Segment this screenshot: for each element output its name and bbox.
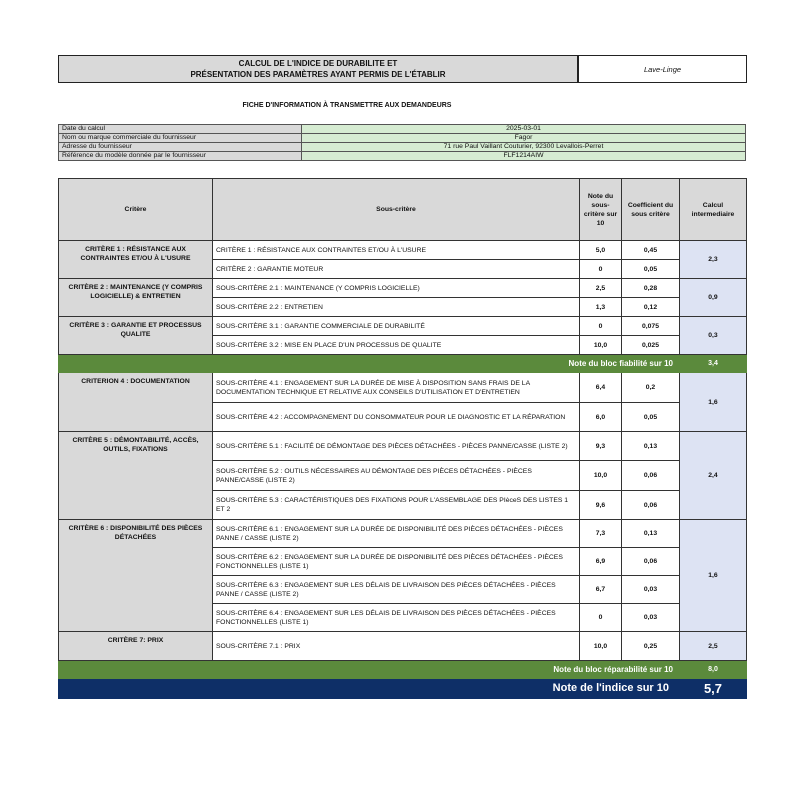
table-row xyxy=(59,317,747,336)
sub-criterion-coef: 0,12 xyxy=(622,298,680,317)
sub-criterion-coef: 0,45 xyxy=(622,241,680,260)
sub-criterion-note: 0 xyxy=(580,317,622,336)
bloc-fiabilite-label: Note du bloc fiabilité sur 10 xyxy=(59,355,680,373)
title-line-1: CALCUL DE L'INDICE DE DURABILITE ET xyxy=(238,59,398,68)
sub-criterion-label: SOUS-CRITÈRE 2.2 : ENTRETIEN xyxy=(213,298,580,317)
criterion-label: CRITÈRE 1 : RÉSISTANCE AUX CONTRAINTES ET/OU À L'USURE xyxy=(59,241,213,279)
bloc-reparabilite-value: 8,0 xyxy=(680,661,747,679)
info-row xyxy=(59,125,746,134)
sub-criterion-note: 0 xyxy=(580,260,622,279)
sub-criterion-coef: 0,28 xyxy=(622,279,680,298)
table-row xyxy=(59,432,747,461)
sub-criterion-label: SOUS-CRITÈRE 4.2 : ACCOMPAGNEMENT DU CONSOMMATEUR POUR LE DIAGNOSTIC ET LA RÉPARATION xyxy=(213,403,580,432)
info-label: Référence du modèle donnée par le fournisseur xyxy=(59,152,302,161)
sub-criterion-label: SOUS-CRITÈRE 6.3 : ENGAGEMENT SUR LES DÉLAIS DE LIVRAISON DES PIÈCES DÉTACHÉES - PIÈCES PANNE / CASSE (LISTE 2) xyxy=(213,576,580,604)
sub-criterion-coef: 0,05 xyxy=(622,403,680,432)
column-header-coef: Coefficient du sous critère xyxy=(622,179,680,241)
title-line-2: PRÉSENTATION DES PARAMÈTRES AYANT PERMIS DE L'ÉTABLIR xyxy=(190,70,446,79)
criterion-label: CRITÈRE 5 : DÉMONTABILITÉ, ACCÈS, OUTILS, FIXATIONS xyxy=(59,432,213,520)
sub-criterion-coef: 0,25 xyxy=(622,632,680,661)
sub-criterion-note: 9,6 xyxy=(580,491,622,520)
supplier-info-table xyxy=(58,124,746,161)
durability-index-table xyxy=(58,178,747,699)
table-header-row xyxy=(59,179,747,241)
sub-criterion-note: 7,3 xyxy=(580,520,622,548)
info-row xyxy=(59,152,746,161)
sub-criterion-label: SOUS-CRITÈRE 5.3 : CARACTÉRISTIQUES DES FIXATIONS POUR L'ASSEMBLAGE DES PIèceS DES LISTES 1 ET 2 xyxy=(213,491,580,520)
sub-criterion-label: SOUS-CRITÈRE 2.1 : MAINTENANCE (Y COMPRIS LOGICIELLE) xyxy=(213,279,580,298)
document-title xyxy=(58,55,578,83)
sub-criterion-note: 5,0 xyxy=(580,241,622,260)
product-type: Lave-Linge xyxy=(578,55,747,83)
sub-criterion-coef: 0,2 xyxy=(622,373,680,403)
sub-criterion-label: SOUS-CRITÈRE 7.1 : PRIX xyxy=(213,632,580,661)
criterion-label: CRITÈRE 6 : DISPONIBILITÉ DES PIÈCES DÉTACHÉES xyxy=(59,520,213,632)
table-row xyxy=(59,373,747,403)
sub-criterion-coef: 0,03 xyxy=(622,576,680,604)
column-header-calc: Calcul intermediaire xyxy=(680,179,747,241)
sub-criterion-note: 6,9 xyxy=(580,548,622,576)
column-header-note: Note du sous-critère sur 10 xyxy=(580,179,622,241)
sub-criterion-coef: 0,13 xyxy=(622,432,680,461)
table-row xyxy=(59,279,747,298)
sub-criterion-note: 6,0 xyxy=(580,403,622,432)
intermediate-calc: 1,6 xyxy=(680,373,747,432)
bloc-fiabilite-value: 3,4 xyxy=(680,355,747,373)
final-index-row xyxy=(59,679,747,699)
info-row xyxy=(59,134,746,143)
sub-criterion-note: 9,3 xyxy=(580,432,622,461)
final-index-value: 5,7 xyxy=(680,679,747,699)
intermediate-calc: 1,6 xyxy=(680,520,747,632)
sub-criterion-label: SOUS-CRITÈRE 6.4 : ENGAGEMENT SUR LES DÉLAIS DE LIVRAISON DES PIÈCES DÉTACHÉES - PIÈCES FONCTIONNELLES (LISTE 1) xyxy=(213,604,580,632)
criterion-label: CRITÈRE 3 : GARANTIE ET PROCESSUS QUALITE xyxy=(59,317,213,355)
sub-criterion-coef: 0,075 xyxy=(622,317,680,336)
sub-criterion-label: CRITÈRE 1 : RÉSISTANCE AUX CONTRAINTES ET/OU À L'USURE xyxy=(213,241,580,260)
table-row xyxy=(59,632,747,661)
intermediate-calc: 0,3 xyxy=(680,317,747,355)
sub-criterion-label: SOUS-CRITÈRE 5.2 : OUTILS NÉCESSAIRES AU DÉMONTAGE DES PIÈCES DÉTACHÉES - PIÈCES PANNE/CASSE (LISTE 2) xyxy=(213,461,580,491)
final-index-label: Note de l'indice sur 10 xyxy=(59,679,680,699)
sub-criterion-label: SOUS-CRITÈRE 4.1 : ENGAGEMENT SUR LA DURÉE DE MISE À DISPOSITION SANS FRAIS DE LA DOCUMENTATION TECHNIQUE ET RELATIVE AUX CONSEILS D'UTILISATION ET D'ENTRETIEN xyxy=(213,373,580,403)
sub-criterion-coef: 0,025 xyxy=(622,336,680,355)
sub-criterion-coef: 0,06 xyxy=(622,491,680,520)
sub-criterion-coef: 0,05 xyxy=(622,260,680,279)
fiche-heading: FICHE D'INFORMATION À TRANSMETTRE AUX DEMANDEURS xyxy=(242,102,452,109)
sub-criterion-label: SOUS-CRITÈRE 6.2 : ENGAGEMENT SUR LA DURÉE DE DISPONIBILITÉ DES PIÈCES DÉTACHÉES - PIÈCES FONCTIONNELLES (LISTE 1) xyxy=(213,548,580,576)
sub-criterion-note: 0 xyxy=(580,604,622,632)
sub-criterion-coef: 0,13 xyxy=(622,520,680,548)
intermediate-calc: 2,4 xyxy=(680,432,747,520)
intermediate-calc: 2,3 xyxy=(680,241,747,279)
info-value: 71 rue Paul Vaillant Couturier, 92300 Levallois-Perret xyxy=(302,143,746,152)
sub-criterion-note: 6,7 xyxy=(580,576,622,604)
info-value: FLF1214AIW xyxy=(302,152,746,161)
sub-criterion-note: 10,0 xyxy=(580,461,622,491)
column-header-sous-critere: Sous-critère xyxy=(213,179,580,241)
criterion-label: CRITERION 4 : DOCUMENTATION xyxy=(59,373,213,432)
info-row xyxy=(59,143,746,152)
info-value: 2025-03-01 xyxy=(302,125,746,134)
bloc-reparabilite-label: Note du bloc réparabilité sur 10 xyxy=(59,661,680,679)
info-label: Nom ou marque commerciale du fournisseur xyxy=(59,134,302,143)
info-label: Date du calcul xyxy=(59,125,302,134)
column-header-critere: Critère xyxy=(59,179,213,241)
sub-criterion-coef: 0,06 xyxy=(622,548,680,576)
table-row xyxy=(59,520,747,548)
info-label: Adresse du fournisseur xyxy=(59,143,302,152)
sub-criterion-note: 10,0 xyxy=(580,632,622,661)
table-row xyxy=(59,241,747,260)
sub-criterion-note: 10,0 xyxy=(580,336,622,355)
sub-criterion-label: SOUS-CRITÈRE 6.1 : ENGAGEMENT SUR LA DURÉE DE DISPONIBILITÉ DES PIÈCES DÉTACHÉES - PIÈCES PANNE / CASSE (LISTE 2) xyxy=(213,520,580,548)
sub-criterion-label: SOUS-CRITÈRE 3.2 : MISE EN PLACE D'UN PROCESSUS DE QUALITE xyxy=(213,336,580,355)
sub-criterion-note: 2,5 xyxy=(580,279,622,298)
sub-criterion-label: SOUS-CRITÈRE 5.1 : FACILITÉ DE DÉMONTAGE DES PIÈCES DÉTACHÉES - PIÈCES PANNE/CASSE (LISTE 2) xyxy=(213,432,580,461)
criterion-label: CRITÈRE 7: PRIX xyxy=(59,632,213,661)
intermediate-calc: 2,5 xyxy=(680,632,747,661)
bloc-fiabilite xyxy=(59,355,747,373)
sub-criterion-coef: 0,03 xyxy=(622,604,680,632)
criterion-label: CRITÈRE 2 : MAINTENANCE (Y COMPRIS LOGICIELLE) & ENTRETIEN xyxy=(59,279,213,317)
sub-criterion-coef: 0,06 xyxy=(622,461,680,491)
bloc-reparabilite xyxy=(59,661,747,679)
intermediate-calc: 0,9 xyxy=(680,279,747,317)
info-value: Fagor xyxy=(302,134,746,143)
sub-criterion-note: 1,3 xyxy=(580,298,622,317)
sub-criterion-note: 6,4 xyxy=(580,373,622,403)
sub-criterion-label: CRITÈRE 2 : GARANTIE MOTEUR xyxy=(213,260,580,279)
sub-criterion-label: SOUS-CRITÈRE 3.1 : GARANTIE COMMERCIALE DE DURABILITÉ xyxy=(213,317,580,336)
